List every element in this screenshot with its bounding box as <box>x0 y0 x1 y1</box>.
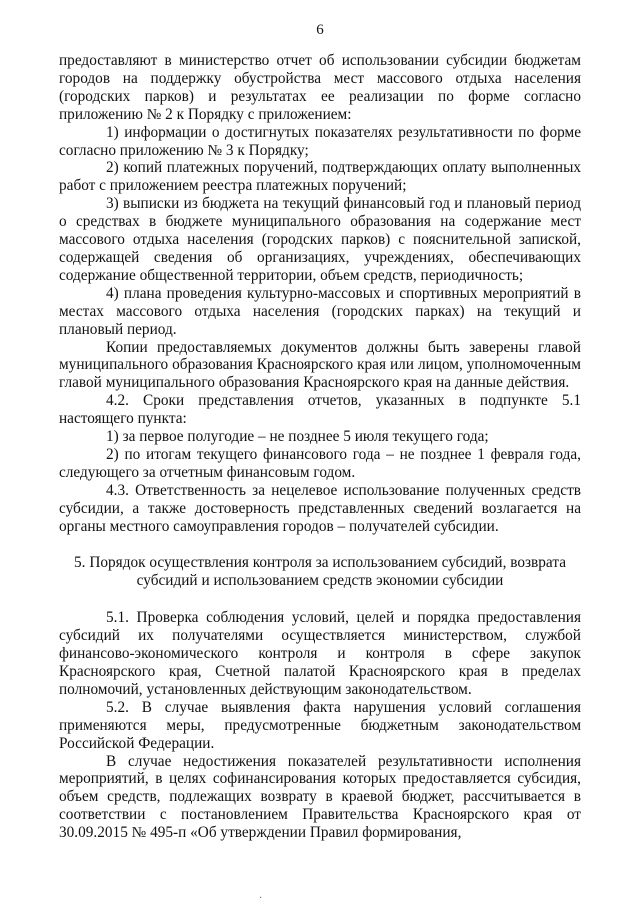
paragraph: 1) информации о достигнутых показателях результативности по форме согласно приложению № 3 к Порядку; <box>59 123 581 159</box>
section-heading-line: 5. Порядок осуществления контроля за использованием субсидий, возврата <box>74 554 566 572</box>
paragraphs-top <box>59 52 581 535</box>
section-heading <box>59 554 581 590</box>
scan-mark: · <box>259 893 263 904</box>
paragraph: 5.2. В случае выявления факта нарушения условий соглашения применяются меры, предусмотренные бюджетным законодательством Российской Федерации. <box>59 698 581 752</box>
paragraph: 3) выписки из бюджета на текущий финансовый год и плановый период о средствах в бюджете муниципального образования на содержание мест массового отдыха населения (городских парков) с пояснительной запиской, содержащей сведения об организациях, учреждениях, обеспечивающих содержание общественной территории, объем средств, периодичность; <box>59 195 581 284</box>
paragraph: В случае недостижения показателей результативности исполнения мероприятий, в целях софинансирования которых предоставляется субсидия, объем средств, подлежащих возврату в краевой бюджет, рассчитывается в соответствии с постановлением Правительства Красноярского края от 30.09.2015 № 495-п «Об утверждении Правил формирования, <box>59 752 581 842</box>
paragraph: 1) за первое полугодие – не позднее 5 июля текущего года; <box>106 428 489 446</box>
paragraph: 4.2. Сроки представления отчетов, указанных в подпункте 5.1 настоящего пункта: <box>59 392 581 428</box>
paragraph: 4) плана проведения культурно-массовых и спортивных мероприятий в местах массового отдыха населения (городских парках) на текущий и плановый период. <box>59 284 581 338</box>
paragraphs-bottom <box>59 609 581 842</box>
document-body <box>59 52 581 842</box>
paragraph: 4.3. Ответственность за нецелевое использование полученных средств субсидии, а также достоверность представленных сведений возлагается на органы местного самоуправления городов – получателей субсидии. <box>59 481 581 535</box>
page-number: 6 <box>316 22 324 38</box>
paragraph: 5.1. Проверка соблюдения условий, целей и порядка предоставления субсидий их получателями осуществляется министерством, службой финансово-экономического контроля и контроля в сфере закупок Красноярского края, Счетной палатой Красноярского края в пределах полномочий, установленных действующим законодательством. <box>59 609 581 698</box>
paragraph: 2) по итогам текущего финансового года – не позднее 1 февраля года, следующего за отчетным финансовым годом. <box>59 445 581 481</box>
section-heading-line: субсидий и использованием средств экономии субсидии <box>136 572 504 590</box>
paragraph: Копии предоставляемых документов должны быть заверены главой муниципального образования Красноярского края или лицом, уполномоченным главой муниципального образования Красноярского края на данные действия. <box>59 338 581 392</box>
paragraph: предоставляют в министерство отчет об использовании субсидии бюджетам городов на поддержку обустройства мест массового отдыха населения (городских парков) и результатах ее реализации по форме согласно приложению № 2 к Порядку с приложением: <box>59 52 581 123</box>
paragraph: 2) копий платежных поручений, подтверждающих оплату выполненных работ с приложением реестра платежных поручений; <box>59 159 581 195</box>
